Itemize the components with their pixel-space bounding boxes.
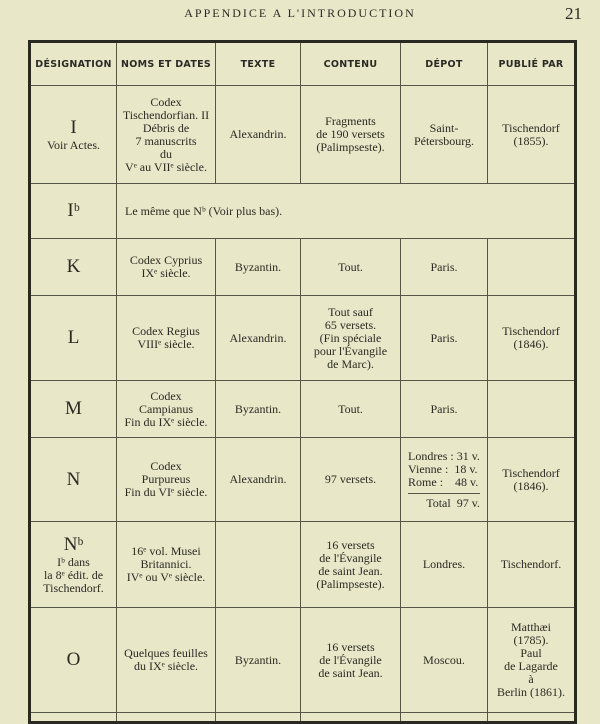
table-row <box>30 522 576 608</box>
table-row <box>30 381 576 438</box>
sigle: I <box>70 117 77 138</box>
column-header: DÉPOT <box>401 42 488 86</box>
designation-note: Iᵇ dans la 8ᵉ édit. de Tischendorf. <box>43 555 104 595</box>
sigle: N <box>66 468 81 490</box>
depot-cell: Paris. <box>401 296 488 381</box>
column-header: NOMS ET DATES <box>117 42 216 86</box>
published-by-cell: Matthæi (1785). Paul de Lagarde à Berlin (1861). <box>488 608 576 713</box>
names-dates-cell: Codex Tischendorfian. II Débris de 7 manuscrits du Vᵉ au VIIᵉ siècle. <box>117 86 216 184</box>
designation-cell <box>30 239 117 296</box>
published-by-cell: Tischendorf (1846). <box>488 438 576 522</box>
sigle: L <box>67 327 80 348</box>
published-by-cell: Tischendorf. <box>488 522 576 608</box>
names-dates-cell: Codex Cyprius IXᵉ siècle. <box>117 239 216 296</box>
depot-breakdown <box>408 450 480 510</box>
designation-cell <box>30 86 117 184</box>
table-row <box>30 438 576 522</box>
depot-cell: Moscou. <box>401 608 488 713</box>
designation-cell <box>30 296 117 381</box>
contents-cell: Tout. <box>301 381 401 438</box>
column-header: TEXTE <box>216 42 301 86</box>
published-by-cell <box>488 239 576 296</box>
header-row <box>30 42 576 86</box>
column-header: PUBLIÉ PAR <box>488 42 576 86</box>
sigle: O <box>66 649 81 670</box>
designation-cell <box>30 381 117 438</box>
text-cell: Byzantin. <box>216 608 301 713</box>
depot-line: Vienne : 18 v. <box>408 461 478 476</box>
table-row <box>30 608 576 713</box>
sigle: K <box>66 256 81 277</box>
merged-cell: Le même que Nᵇ (Voir plus bas). <box>117 184 576 239</box>
text-cell: Alexandrin. <box>216 296 301 381</box>
names-dates-cell: Quelques feuilles du IXᵉ siècle. <box>117 608 216 713</box>
names-dates-cell: Codex Campianus Fin du IXᵉ siècle. <box>117 381 216 438</box>
table-row-partial <box>30 713 576 723</box>
contents-cell: Tout sauf 65 versets. (Fin spéciale pour l'Évangile de Marc). <box>301 296 401 381</box>
designation-cell <box>30 522 117 608</box>
depot-total: Total 97 v. <box>408 493 480 510</box>
designation-note: Voir Actes. <box>46 138 101 152</box>
page-number: 21 <box>565 4 582 23</box>
published-by-cell <box>488 381 576 438</box>
column-header: DÉSIGNATION <box>30 42 117 86</box>
published-by-cell: Tischendorf (1855). <box>488 86 576 184</box>
table-row <box>30 86 576 184</box>
manuscripts-table <box>28 40 577 724</box>
depot-cell: Paris. <box>401 239 488 296</box>
table-row <box>30 184 576 239</box>
names-dates-cell: Codex Purpureus Fin du VIᵉ siècle. <box>117 438 216 522</box>
contents-cell: Fragments de 190 versets (Palimpseste). <box>301 86 401 184</box>
designation-cell <box>30 184 117 239</box>
names-dates-cell: 16ᵉ vol. Musei Britannici. IVᵉ ou Vᵉ siècle. <box>117 522 216 608</box>
sigle: Nᵇ <box>63 534 84 555</box>
text-cell: Byzantin. <box>216 239 301 296</box>
table-row <box>30 296 576 381</box>
depot-cell <box>401 438 488 522</box>
depot-line: Londres : 31 v. <box>408 448 480 463</box>
designation-cell <box>30 438 117 522</box>
text-cell: Alexandrin. <box>216 438 301 522</box>
text-cell: Alexandrin. <box>216 86 301 184</box>
depot-cell: Saint- Pétersbourg. <box>401 86 488 184</box>
designation-cell <box>30 608 117 713</box>
names-dates-cell: Codex Regius VIIIᵉ siècle. <box>117 296 216 381</box>
running-head: APPENDICE A L'INTRODUCTION <box>184 6 416 20</box>
table-row <box>30 239 576 296</box>
contents-cell: 16 versets de l'Évangile de saint Jean. <box>301 608 401 713</box>
sigle: Iᵇ <box>67 200 80 221</box>
sigle: M <box>65 398 82 419</box>
contents-cell: 97 versets. <box>301 438 401 522</box>
text-cell: Byzantin. <box>216 381 301 438</box>
contents-cell: Tout. <box>301 239 401 296</box>
text-cell <box>216 522 301 608</box>
depot-cell: Londres. <box>401 522 488 608</box>
column-header: CONTENU <box>301 42 401 86</box>
depot-line: Rome : 48 v. <box>408 474 479 489</box>
contents-cell: 16 versets de l'Évangile de saint Jean. (Palimpseste). <box>301 522 401 608</box>
depot-cell: Paris. <box>401 381 488 438</box>
published-by-cell: Tischendorf (1846). <box>488 296 576 381</box>
